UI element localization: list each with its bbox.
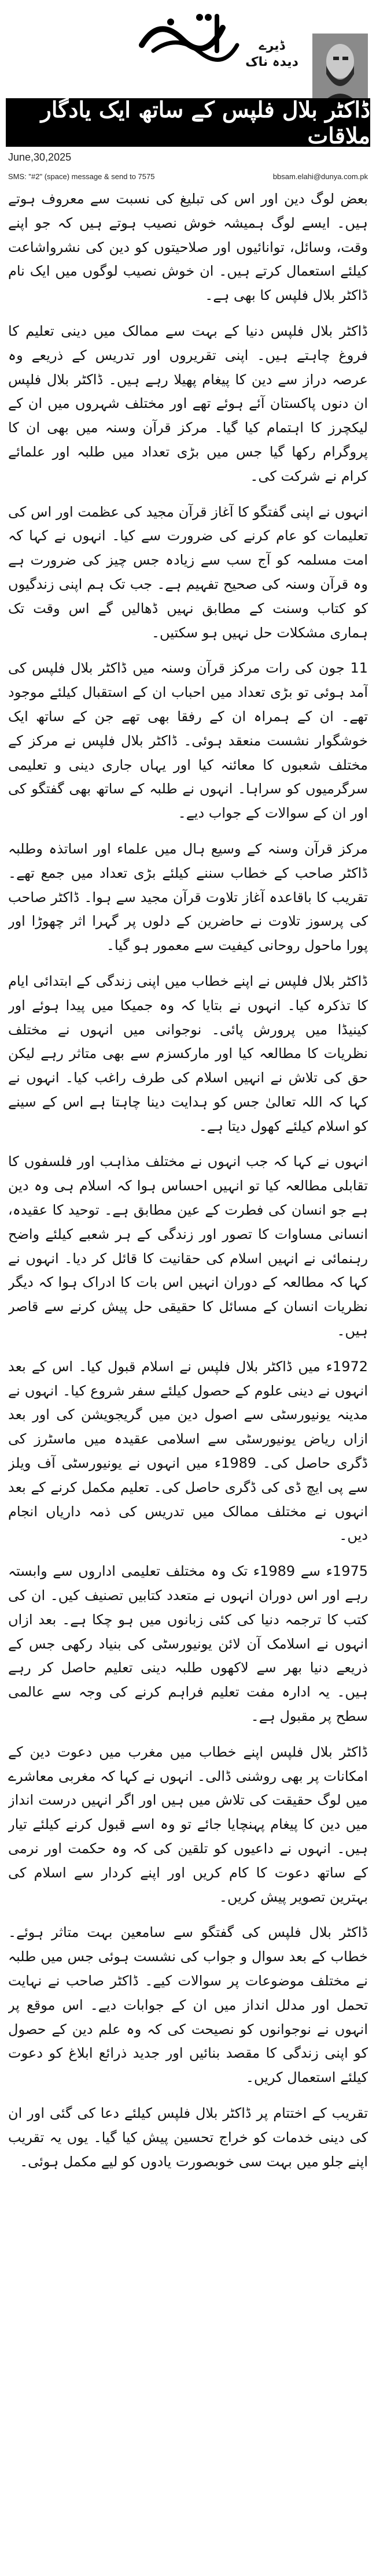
article-paragraph: 11 جون کی رات مرکز قرآن وسنہ میں ڈاکٹر بلال فلپس کی آمد ہوئی تو بڑی تعداد میں احباب ان کے استقبال کیلئے موجود تھے۔ ان کے ہمراہ ان کے رفقا بھی تھے جن کے ساتھ ایک خوشگوار نشست منعقد ہوئی۔ ڈاکٹر بلال فلپس نے مرکز کے مختلف شعبوں کا معائنہ کیا اور یہاں جاری دینی و تعلیمی سرگرمیوں کو سراہا۔ انہوں نے طلبہ کے ساتھ بھی گفتگو کی اور ان کے سوالات کے جواب دیے۔ xyxy=(8,660,368,822)
article-paragraph: 1975ء سے 1989ء تک وہ مختلف تعلیمی اداروں سے وابستہ رہے اور اس دوران انہوں نے متعدد کتابیں تصنیف کیں۔ ان کی کتب کا ترجمہ دنیا کی کئی زبانوں میں ہو چکا ہے۔ بعد ازاں انہوں نے اسلامک آن لائن یونیورسٹی کی بنیاد رکھی جس کے ذریعے دنیا بھر سے لاکھوں طلبہ دینی تعلیم حاصل کر رہے ہیں۔ یہ ادارہ مفت تعلیم فراہم کرنے کی وجہ سے عالمی سطح پر مقبول ہے۔ xyxy=(8,1563,368,1725)
logo-calligraphy-icon xyxy=(130,5,246,62)
article-paragraph: ڈاکٹر بلال فلپس دنیا کے بہت سے ممالک میں دینی تعلیم کا فروغ چاہتے ہیں۔ اپنی تقریروں اور تدریس کے ذریعے وہ عرصہ دراز سے دین کا پیغام پھیلا رہے ہیں۔ ڈاکٹر بلال فلپس ان دنوں پاکستان آئے ہوئے تھے اور مختلف شہروں میں ان کے لیکچرز کا اہتمام کیا گیا۔ مرکز قرآن وسنہ میں بھی ان کا پروگرام رکھا گیا جس میں بڑی تعداد میں طلبہ اور علمائے کرام نے شرکت کی۔ xyxy=(8,322,368,484)
column-title-line2: دیدہ ناک xyxy=(245,55,298,69)
article-paragraph: ڈاکٹر بلال فلپس کی گفتگو سے سامعین بہت متاثر ہوئے۔ خطاب کے بعد سوال و جواب کی نشست ہوئی جس میں طلبہ نے مختلف موضوعات پر سوالات کیے۔ ڈاکٹر صاحب نے نہایت تحمل اور مدلل انداز میں ان کے جوابات دیے۔ اس موقع پر انہوں نے نوجوانوں کو نصیحت کی کہ وہ علم دین کے حصول کو اپنی زندگی کا مقصد بنائیں اور جدید ذرائع ابلاغ کو دعوت کیلئے استعمال کریں۔ xyxy=(8,1924,368,2086)
contact-row xyxy=(8,172,368,181)
author-photo xyxy=(312,34,368,105)
article-paragraph: مرکز قرآن وسنہ کے وسیع ہال میں علماء اور اساتذہ وطلبہ ڈاکٹر صاحب کے خطاب سننے کیلئے بڑی تعداد میں جمع تھے۔ تقریب کا باقاعدہ آغاز تلاوت قرآن مجید سے ہوا۔ ڈاکٹر صاحب کی پرسوز تلاوت نے حاضرین کے دلوں پر گہرا اثر چھوڑا اور پورا ماحول روحانی کیفیت سے معمور ہو گیا۔ xyxy=(8,840,368,954)
author-email[interactable]: bbsam.elahi@dunya.com.pk xyxy=(272,172,368,181)
publish-date: June,30,2025 xyxy=(8,151,72,163)
article-paragraph: انہوں نے اپنی گفتگو کا آغاز قرآن مجید کی عظمت اور اس کی تعلیمات کو عام کرنے کی ضرورت سے کیا۔ انہوں نے کہا کہ امت مسلمہ کو آج سب سے زیادہ جس چیز کی ضرورت ہے وہ قرآن وسنہ کی صحیح تفہیم ہے۔ جب تک ہم اپنی زندگیوں کو کتاب وسنت کے مطابق نہیں ڈھالیں گے اس وقت تک ہماری مشکلات حل نہیں ہو سکتیں۔ xyxy=(8,503,368,641)
masthead xyxy=(0,0,376,110)
article-paragraph: 1972ء میں ڈاکٹر بلال فلپس نے اسلام قبول کیا۔ اس کے بعد انہوں نے دینی علوم کے حصول کیلئے سفر شروع کیا۔ انہوں نے مدینہ یونیورسٹی سے اصول دین میں گریجویشن کی اور بعد ازاں ریاض یونیورسٹی سے اسلامی عقیدہ میں ماسٹرز کی ڈگری حاصل کی۔ 1989ء میں انہوں نے یونیورسٹی آف ویلز سے پی ایچ ڈی کی ڈگری حاصل کی۔ تعلیم مکمل کرنے کے بعد انہوں نے مختلف ممالک میں تدریس کی ذمہ داریاں انجام دیں۔ xyxy=(8,1358,368,1544)
sms-instructions: SMS: "#2" (space) message & send to 7575 xyxy=(8,172,155,181)
article-paragraph: ڈاکٹر بلال فلپس نے اپنے خطاب میں اپنی زندگی کے ابتدائی ایام کا تذکرہ کیا۔ انہوں نے بتایا کہ وہ جمیکا میں پیدا ہوئے اور کینیڈا میں پرورش پائی۔ نوجوانی میں انہوں نے مختلف نظریات کا مطالعہ کیا اور مارکسزم سے بھی متاثر رہے لیکن حق کی تلاش نے انہیں اسلام کی طرف راغب کیا۔ انہوں نے کہا کہ اللہ تعالیٰ جس کو ہدایت دینا چاہتا ہے اس کے سینے کو اسلام کیلئے کھول دیتا ہے۔ xyxy=(8,973,368,1134)
headline: ڈاکٹر بلال فلپس کے ساتھ ایک یادگار ملاقات xyxy=(40,96,370,149)
column-title-line1: ڈیرے xyxy=(259,39,285,53)
column-title xyxy=(237,38,307,70)
author-portrait-icon xyxy=(312,34,368,105)
newspaper-logo xyxy=(130,5,246,62)
article-paragraph: ڈاکٹر بلال فلپس اپنے خطاب میں مغرب میں دعوت دین کے امکانات پر بھی روشنی ڈالی۔ انہوں نے کہا کہ مغربی معاشرے میں لوگ حقیقت کی تلاش میں ہیں اور اگر انہیں درست انداز میں دین کا پیغام پہنچایا جائے تو وہ اسے قبول کرنے کیلئے تیار ہیں۔ انہوں نے داعیوں کو تلقین کی کہ وہ حکمت اور نرمی کے ساتھ دعوت کا کام کریں اور اپنے کردار سے اسلام کی بہترین تصویر پیش کریں۔ xyxy=(8,1743,368,1905)
article-paragraph: انہوں نے کہا کہ جب انہوں نے مختلف مذاہب اور فلسفوں کا تقابلی مطالعہ کیا تو انہیں احساس ہوا کہ اسلام ہی وہ دین ہے جو انسان کی فطرت کے عین مطابق ہے۔ توحید کا عقیدہ، انسانی مساوات کا تصور اور زندگی کے ہر شعبے کیلئے واضح رہنمائی نے انہیں اسلام کی حقانیت کا قائل کر دیا۔ انہوں نے کہا کہ مطالعہ کے دوران انہیں اس بات کا ادراک ہوا کہ دیگر نظریات انسان کے مسائل کا حقیقی حل پیش کرنے سے قاصر ہیں۔ xyxy=(8,1153,368,1339)
article-paragraph: بعض لوگ دین اور اس کی تبلیغ کی نسبت سے معروف ہوتے ہیں۔ ایسے لوگ ہمیشہ خوش نصیب ہوتے ہیں کہ جو اپنے وقت، وسائل، توانائیوں اور صلاحیتوں کو دین کی نشرواشاعت کیلئے استعمال کرتے ہیں۔ ان خوش نصیب لوگوں میں ایک نام ڈاکٹر بلال فلپس کا بھی ہے۔ xyxy=(8,191,368,304)
headline-bar xyxy=(6,98,370,147)
article-paragraph: تقریب کے اختتام پر ڈاکٹر بلال فلپس کیلئے دعا کی گئی اور ان کی دینی خدمات کو خراج تحسین پیش کیا گیا۔ یوں یہ تقریب اپنے جلو میں بہت سی خوبصورت یادوں کو لیے مکمل ہوئی۔ xyxy=(8,2104,368,2170)
article-body xyxy=(8,187,368,2564)
